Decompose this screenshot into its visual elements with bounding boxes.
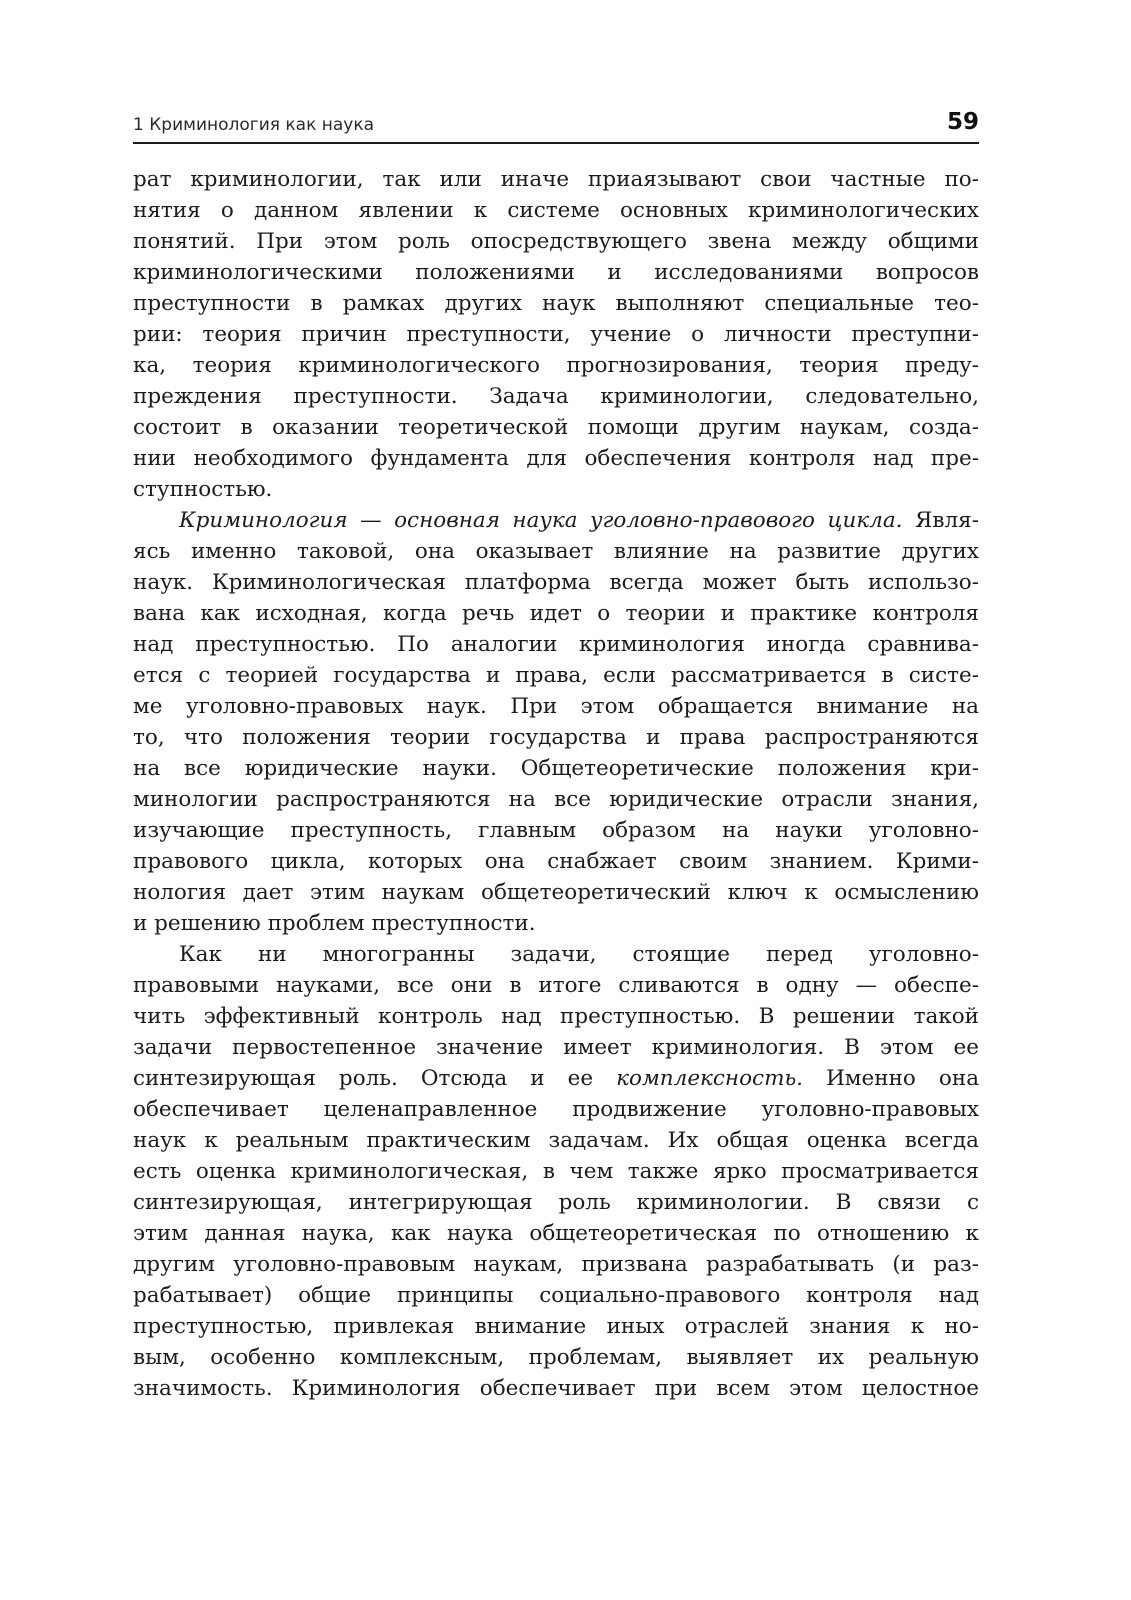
text-line: понятий. При этом роль опосредствующего звена между общими xyxy=(133,229,979,254)
text-line: ется с теорией государства и права, если рассматривается в систе- xyxy=(133,663,979,688)
text-line: нятия о данном явлении к системе основных криминологических xyxy=(133,198,979,223)
italic-thesis: Криминология — основная наука уголовно-правового цикла. xyxy=(179,508,903,533)
text-line: чить эффективный контроль над преступностью. В решении такой xyxy=(133,1004,979,1029)
text-line: задачи первостепенное значение имеет криминология. В этом ее xyxy=(133,1035,979,1060)
text-line: над преступностью. По аналогии криминология иногда сравнива- xyxy=(133,632,979,657)
text-line: рии: теория причин преступности, учение о личности преступни- xyxy=(133,322,979,347)
text-line: ступностью. xyxy=(133,477,273,502)
text-line: на все юридические науки. Общетеоретические положения кри- xyxy=(133,756,979,781)
text-line: изучающие преступность, главным образом на науки уголовно- xyxy=(133,818,979,843)
chapter-title: 1 Криминология как наука xyxy=(133,115,375,135)
text-line: обеспечивает целенаправленное продвижение уголовно-правовых xyxy=(133,1097,979,1122)
text-line: рабатывает) общие принципы социально-правового контроля над xyxy=(133,1283,979,1308)
text-line: то, что положения теории государства и права распространяются xyxy=(133,725,979,750)
italic-term: комплексность. xyxy=(616,1066,803,1091)
text-line: этим данная наука, как наука общетеоретическая по отношению к xyxy=(133,1221,979,1246)
text-line: преждения преступности. Задача криминологии, следовательно, xyxy=(133,384,979,409)
text-line: есть оценка криминологическая, в чем также ярко просматривается xyxy=(133,1159,979,1184)
text-line: преступностью, привлекая внимание иных отраслей знания к но- xyxy=(133,1314,979,1339)
text-line: значимость. Криминология обеспечивает при всем этом целостное xyxy=(133,1376,979,1401)
text-line: минологии распространяются на все юридические отрасли знания, xyxy=(133,787,979,812)
paragraph-first-line xyxy=(133,505,979,536)
text-line: рат криминологии, так или иначе приаязывают свои частные по- xyxy=(133,167,979,192)
text-line: состоит в оказании теоретической помощи другим наукам, созда- xyxy=(133,415,979,440)
text-line: вана как исходная, когда речь идет о теории и практике контроля xyxy=(133,601,979,626)
text-line: криминологическими положениями и исследованиями вопросов xyxy=(133,260,979,285)
text-line: вым, особенно комплексным, проблемам, выявляет их реальную xyxy=(133,1345,979,1370)
text-line: преступности в рамках других наук выполняют специальные тео- xyxy=(133,291,979,316)
running-header xyxy=(133,109,979,144)
text-line: ясь именно таковой, она оказывает влияние на развитие других xyxy=(133,539,979,564)
text-line: нология дает этим наукам общетеоретический ключ к осмыслению xyxy=(133,880,979,905)
text-line: синтезирующая, интегрирующая роль криминологии. В связи с xyxy=(133,1190,979,1215)
text-line: ме уголовно-правовых наук. При этом обращается внимание на xyxy=(133,694,979,719)
text-line-with-italic xyxy=(133,1063,979,1094)
paragraph-first-line: Как ни многогранны задачи, стоящие перед уголовно- xyxy=(179,942,979,967)
text-fragment: Именно она xyxy=(826,1066,979,1091)
text-line: и решению проблем преступности. xyxy=(133,911,536,936)
text-line: нии необходимого фундамента для обеспечения контроля над пре- xyxy=(133,446,979,471)
text-line: наук к реальным практическим задачам. Их общая оценка всегда xyxy=(133,1128,979,1153)
text-line: другим уголовно-правовым наукам, призвана разрабатывать (и раз- xyxy=(133,1252,979,1277)
text-line: правового цикла, которых она снабжает своим знанием. Крими- xyxy=(133,849,979,874)
text-fragment: синтезирующая роль. Отсюда и ее xyxy=(133,1066,594,1091)
text-fragment: Явля- xyxy=(915,508,979,533)
text-line: ка, теория криминологического прогнозирования, теория преду- xyxy=(133,353,979,378)
text-line: наук. Криминологическая платформа всегда может быть использо- xyxy=(133,570,979,595)
text-line: правовыми науками, все они в итоге сливаются в одну — обеспе- xyxy=(133,973,979,998)
body-text xyxy=(133,164,979,1404)
page-number: 59 xyxy=(946,109,979,135)
